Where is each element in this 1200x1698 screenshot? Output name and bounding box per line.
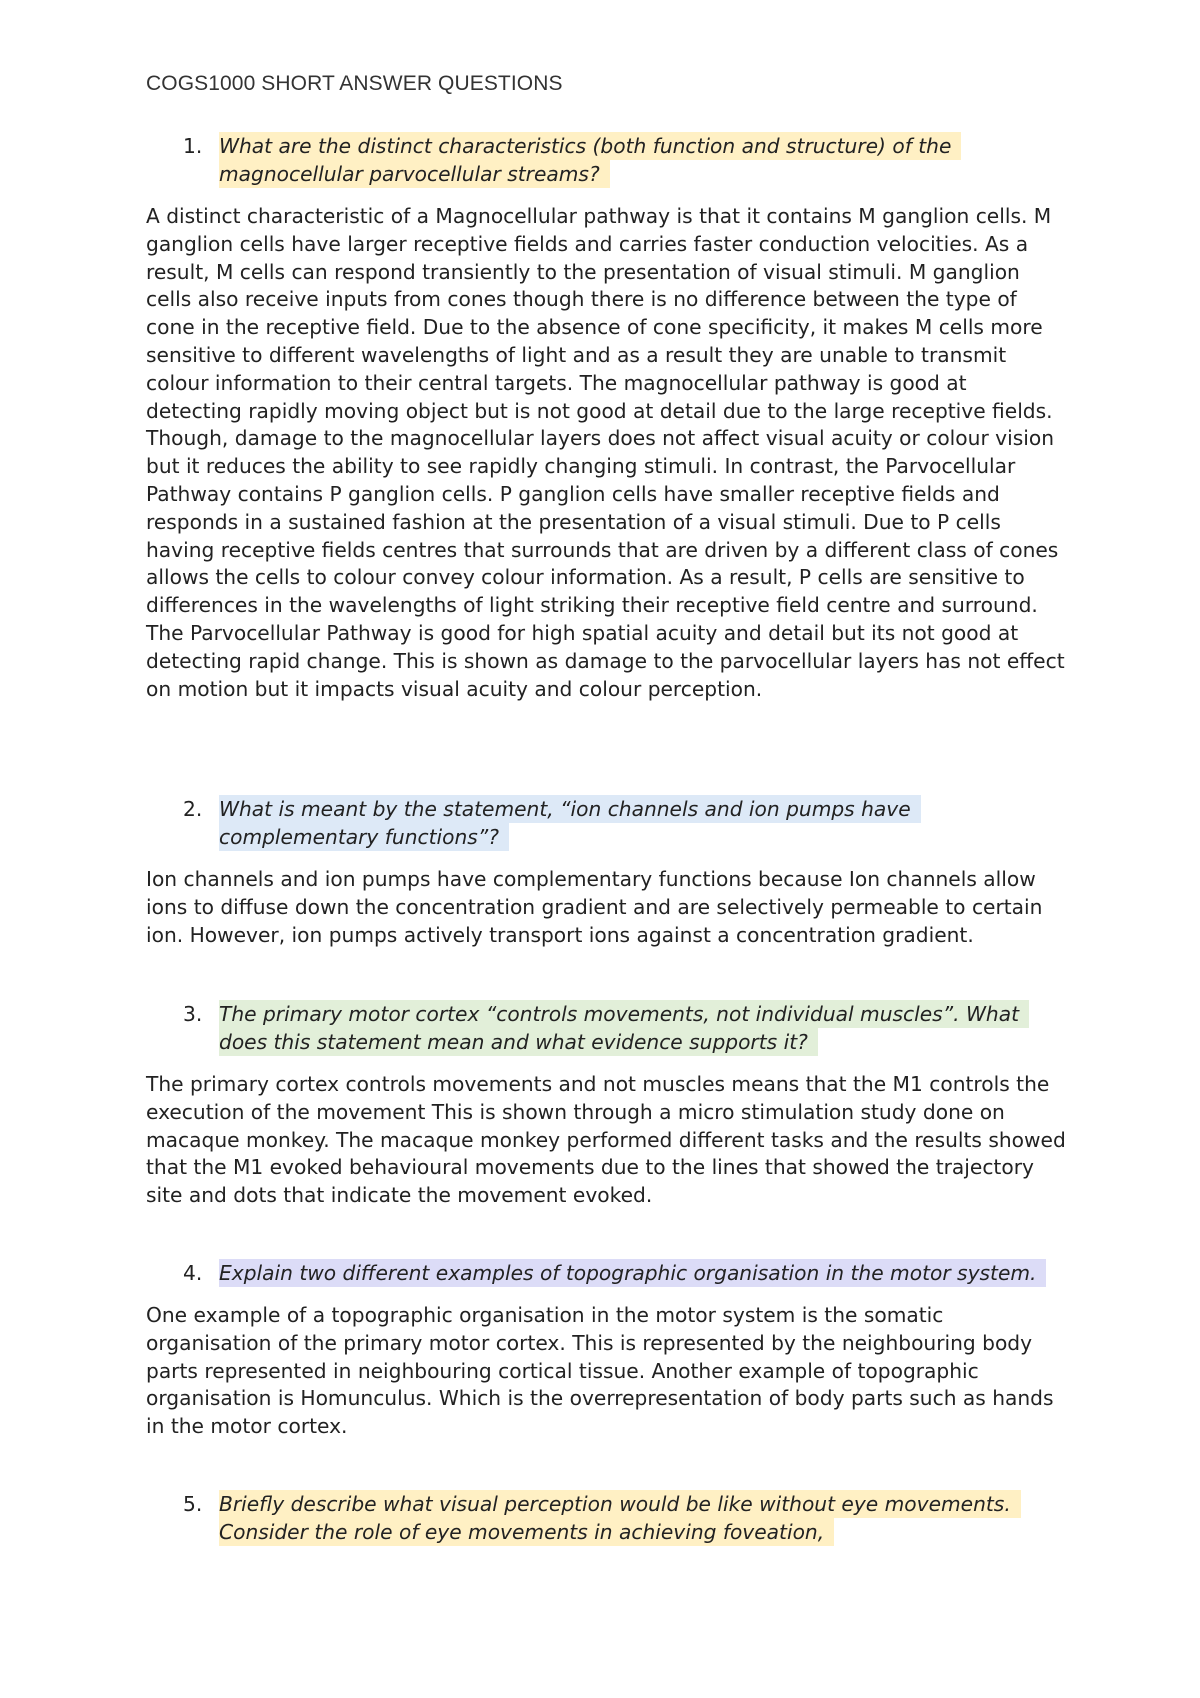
question-block-1 <box>146 132 1066 703</box>
question-number: 5. <box>183 1492 203 1516</box>
question-text: The primary motor cortex “controls movements, not individual muscles”. What does this statement mean and what evidence supports it? <box>219 1000 1029 1056</box>
question-5 <box>146 1490 1066 1546</box>
question-number: 4. <box>183 1261 203 1285</box>
question-number: 3. <box>183 1002 203 1026</box>
answer-3: The primary cortex controls movements and not muscles means that the M1 controls the execution of the movement This is shown through a micro stimulation study done on macaque monkey. The macaque monkey performed different tasks and the results showed that the M1 evoked behavioural movements due to the lines that showed the trajectory site and dots that indicate the movement evoked. <box>146 1072 1066 1208</box>
question-text: What are the distinct characteristics (both function and structure) of the magnocellular parvocellular streams? <box>219 132 961 188</box>
question-block-4 <box>146 1259 1066 1441</box>
question-block-2 <box>146 795 1066 949</box>
question-number: 1. <box>183 134 203 158</box>
question-text: What is meant by the statement, “ion channels and ion pumps have complementary functions”? <box>219 795 921 851</box>
question-2 <box>146 795 1066 851</box>
question-1 <box>146 132 1066 188</box>
answer-4: One example of a topographic organisation in the motor system is the somatic organisation of the primary motor cortex. This is represented by the neighbouring body parts represented in neighbouring cortical tissue. Another example of topographic organisation is Homunculus. Which is the overrepresentation of body parts such as hands in the motor cortex. <box>146 1303 1054 1439</box>
document-title: COGS1000 SHORT ANSWER QUESTIONS <box>146 72 563 95</box>
question-block-5 <box>146 1490 1066 1546</box>
answer-1: A distinct characteristic of a Magnocellular pathway is that it contains M ganglion cells. M ganglion cells have larger receptive fields and carries faster conduction velocities. As a result, M cells can respond transiently to the presentation of visual stimuli. M ganglion cells also receive inputs from cones though there is no difference between the type of cone in the receptive field. Due to the absence of cone specificity, it makes M cells more sensitive to different wavelengths of light and as a result they are unable to transmit colour information to their central targets. The magnocellular pathway is good at detecting rapidly moving object but is not good at detail due to the large receptive fields. Though, damage to the magnocellular layers does not affect visual acuity or colour vision but it reduces the ability to see rapidly changing stimuli. In contrast, the Parvocellular Pathway contains P ganglion cells. P ganglion cells have smaller receptive fields and responds in a sustained fashion at the presentation of a visual stimuli. Due to P cells having receptive fields centres that surrounds that are driven by a different class of cones allows the cells to colour convey colour information. As a result, P cells are sensitive to differences in the wavelengths of light striking their receptive field centre and surround. The Parvocellular Pathway is good for high spatial acuity and detail but its not good at detecting rapid change. This is shown as damage to the parvocellular layers has not effect on motion but it impacts visual acuity and colour perception. <box>146 204 1065 701</box>
question-number: 2. <box>183 797 203 821</box>
question-block-3 <box>146 1000 1066 1210</box>
question-text: Explain two different examples of topographic organisation in the motor system. <box>219 1259 1046 1287</box>
question-3 <box>146 1000 1066 1056</box>
question-4 <box>146 1259 1066 1287</box>
question-text: Briefly describe what visual perception would be like without eye movements. Consider the role of eye movements in achieving foveation, <box>219 1490 1021 1546</box>
answer-2: Ion channels and ion pumps have complementary functions because Ion channels allow ions to diffuse down the concentration gradient and are selectively permeable to certain ion. However, ion pumps actively transport ions against a concentration gradient. <box>146 867 1043 947</box>
